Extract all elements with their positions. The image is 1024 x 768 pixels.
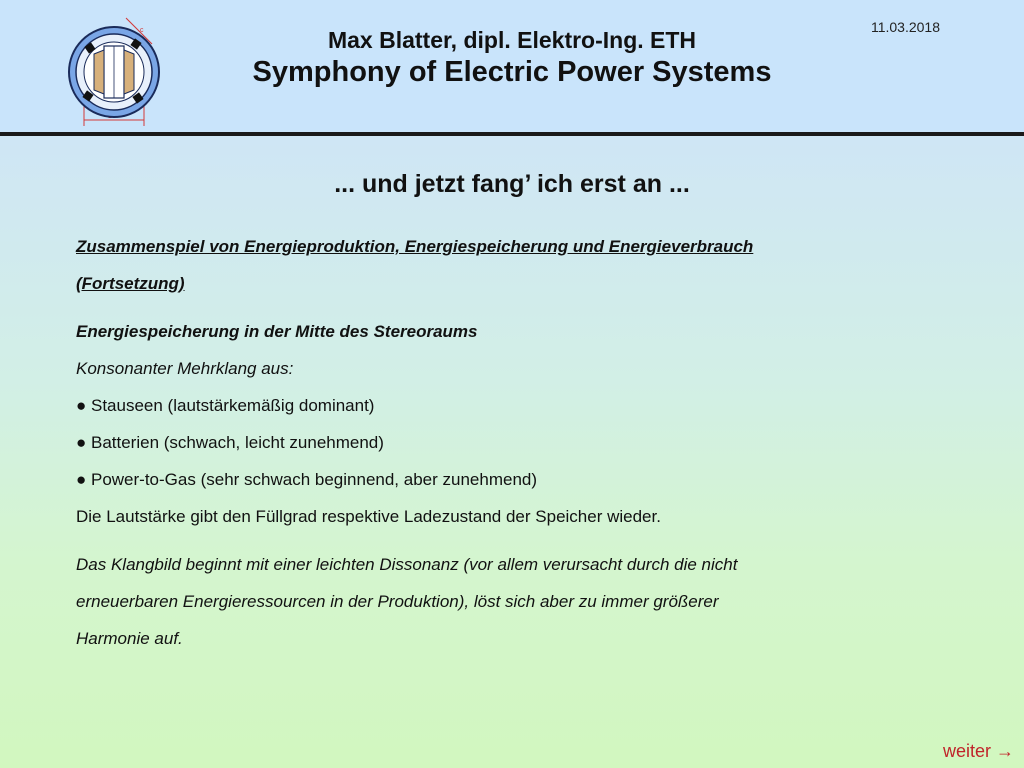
bullet-item: ● Power-to-Gas (sehr schwach beginnend, aber zunehmend) <box>76 470 538 489</box>
closing-line: Das Klangbild beginnt mit einer leichten Dissonanz (vor allem verursacht durch die nicht <box>76 555 738 574</box>
slide-date: 11.03.2018 <box>870 19 940 35</box>
slide-title: ... und jetzt fang’ ich erst an ... <box>334 170 690 198</box>
header-divider <box>0 132 1024 136</box>
logo-label-top: c <box>140 27 144 34</box>
spacer <box>76 302 956 313</box>
presentation-title: Symphony of Electric Power Systems <box>252 56 772 88</box>
subtitle-line-1: Zusammenspiel von Energieproduktion, Energiespeicherung und Energieverbrauch <box>76 237 754 256</box>
subtitle-line-2: (Fortsetzung) <box>76 274 185 293</box>
intro-text: Konsonanter Mehrklang aus: <box>76 359 294 378</box>
summary-text: Die Lautstärke gibt den Füllgrad respektive Ladezustand der Speicher wieder. <box>76 507 661 526</box>
closing-line: Harmonie auf. <box>76 629 183 648</box>
author-name: Max Blatter, dipl. Elektro-Ing. ETH <box>327 27 697 53</box>
bullet-item: ● Stauseen (lautstärkemäßig dominant) <box>76 396 375 415</box>
closing-line: erneuerbaren Energieressourcen in der Produktion), löst sich aber zu immer größerer <box>76 592 719 611</box>
section-heading: Energiespeicherung in der Mitte des Stereoraums <box>76 322 478 341</box>
next-slide-link[interactable]: weiter → <box>942 741 1014 761</box>
spacer <box>76 535 956 546</box>
slide-body <box>76 228 956 657</box>
bullet-item: ● Batterien (schwach, leicht zunehmend) <box>76 433 384 452</box>
